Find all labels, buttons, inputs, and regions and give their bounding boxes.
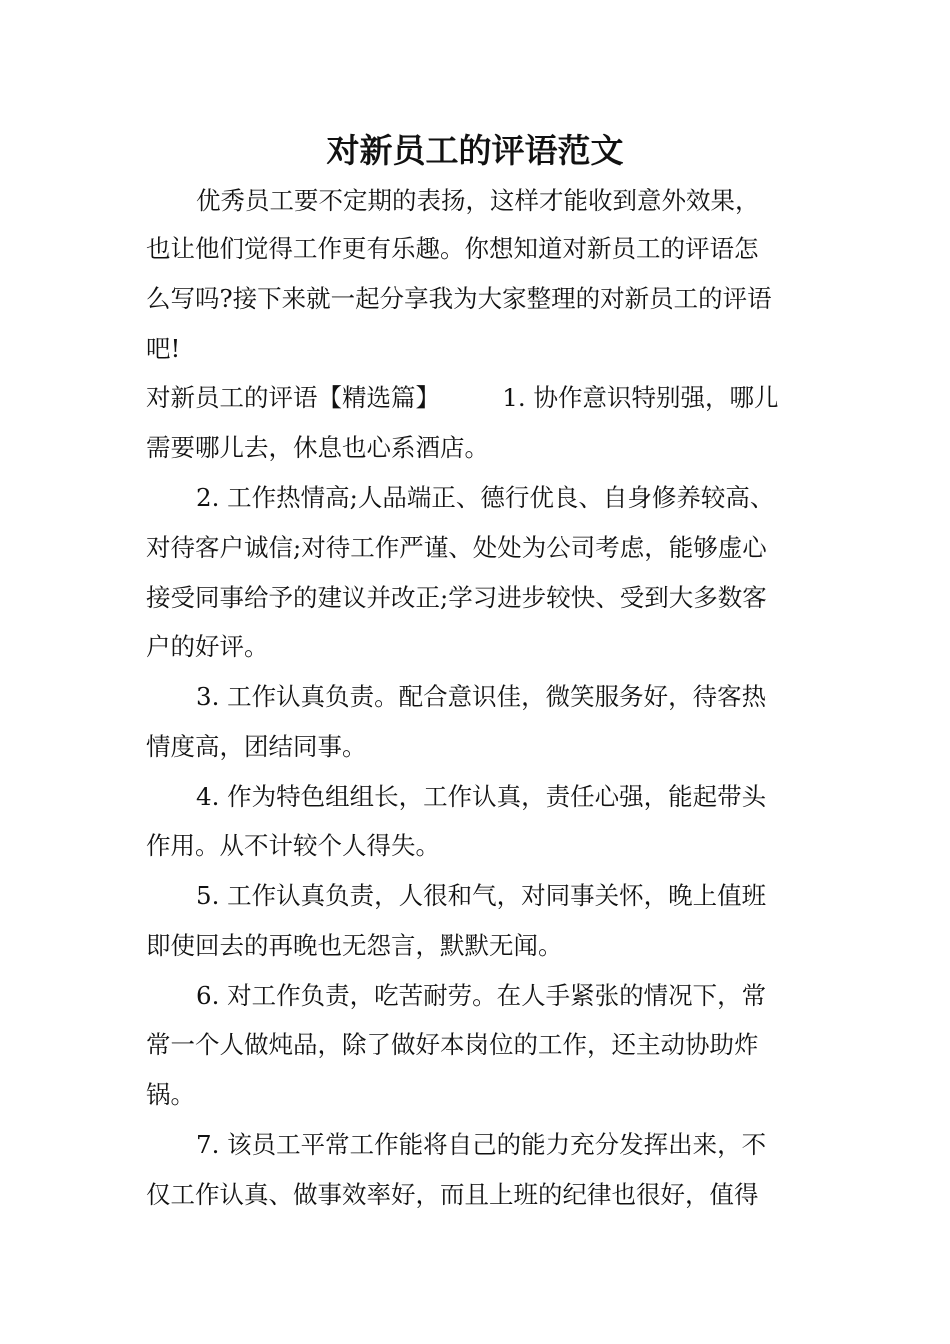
item-2-line-2: 对待客户诚信;对待工作严谨、处处为公司考虑，能够虚心: [146, 533, 767, 562]
item-5-line-1: 5. 工作认真负责，人很和气，对同事关怀，晚上值班: [196, 881, 767, 910]
item-3-line-1: 3. 工作认真负责。配合意识佳，微笑服务好，待客热: [196, 682, 767, 711]
item-3-line-2: 情度高，团结同事。: [146, 732, 367, 761]
item-4-line-2: 作用。从不计较个人得失。: [146, 831, 440, 860]
body-line-6: 需要哪儿去，休息也心系酒店。: [146, 433, 489, 462]
item-6-line-2: 常一个人做炖品，除了做好本岗位的工作，还主动协助炸: [146, 1030, 759, 1059]
page-title: 对新员工的评语范文: [326, 131, 624, 170]
item-5-line-2: 即使回去的再晚也无怨言，默默无闻。: [146, 931, 563, 960]
section-heading-line: 对新员工的评语【精选篇】 1. 协作意识特别强，哪儿: [146, 383, 779, 412]
body-line-3: 么写吗?接下来就一起分享我为大家整理的对新员工的评语: [146, 284, 772, 313]
body-line-2: 也让他们觉得工作更有乐趣。你想知道对新员工的评语怎: [146, 234, 759, 263]
item-7-line-2: 仅工作认真、做事效率好，而且上班的纪律也很好，值得: [146, 1180, 759, 1209]
item-6-line-3: 锅。: [146, 1080, 195, 1109]
item-7-line-1: 7. 该员工平常工作能将自己的能力充分发挥出来，不: [196, 1130, 767, 1159]
item-2-line-3: 接受同事给予的建议并改正;学习进步较快、受到大多数客: [146, 583, 767, 612]
item-6-line-1: 6. 对工作负责，吃苦耐劳。在人手紧张的情况下，常: [196, 981, 767, 1010]
item-4-line-1: 4. 作为特色组组长，工作认真，责任心强，能起带头: [196, 782, 767, 811]
item-2-line-1: 2. 工作热情高;人品端正、德行优良、自身修养较高、: [196, 483, 775, 512]
item-2-line-4: 户的好评。: [146, 632, 269, 661]
body-line-1: 优秀员工要不定期的表扬，这样才能收到意外效果，: [196, 186, 760, 215]
body-line-4: 吧!: [146, 334, 181, 363]
